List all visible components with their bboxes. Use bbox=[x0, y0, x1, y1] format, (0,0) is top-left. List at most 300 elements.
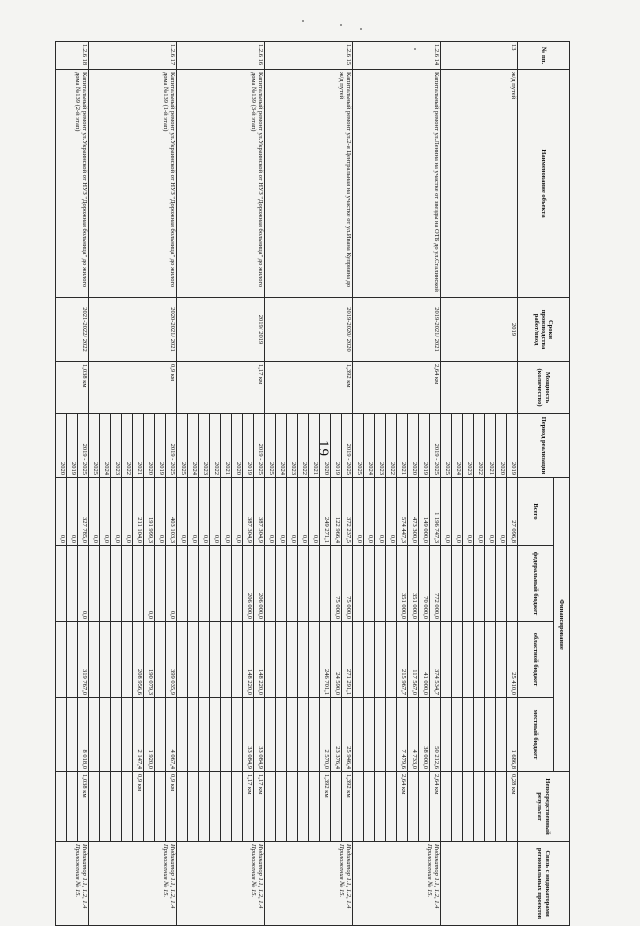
local-cell bbox=[276, 698, 287, 772]
result-cell bbox=[56, 772, 67, 842]
total-cell: 0,0 bbox=[177, 478, 188, 546]
object-number: 1.2.6 15 bbox=[265, 42, 353, 70]
period-cell: 2025 bbox=[89, 414, 100, 478]
regional-cell bbox=[232, 622, 243, 698]
local-cell bbox=[56, 698, 67, 772]
header-capacity: Мощность (количество) bbox=[518, 362, 570, 414]
table-row bbox=[166, 42, 177, 926]
result-cell bbox=[375, 772, 386, 842]
object-deadline: 2020-2021/ 2021 bbox=[89, 298, 177, 362]
regional-cell bbox=[386, 622, 397, 698]
local-cell bbox=[452, 698, 463, 772]
result-cell bbox=[353, 772, 364, 842]
result-cell bbox=[155, 772, 166, 842]
federal-cell: 351 000,0 bbox=[408, 546, 419, 622]
local-cell: 2 570,0 bbox=[320, 698, 331, 772]
period-cell: 2019 - 2025 bbox=[342, 414, 353, 478]
period-cell: 2024 bbox=[188, 414, 199, 478]
local-cell: 38 000,0 bbox=[419, 698, 430, 772]
federal-cell bbox=[276, 546, 287, 622]
period-cell: 2022 bbox=[298, 414, 309, 478]
total-cell: 1 196 747,3 bbox=[430, 478, 441, 546]
regional-cell bbox=[89, 622, 100, 698]
period-cell: 2020 bbox=[232, 414, 243, 478]
header-name: Наименование объекта bbox=[518, 70, 570, 298]
local-cell bbox=[199, 698, 210, 772]
result-cell bbox=[89, 772, 100, 842]
result-cell bbox=[210, 772, 221, 842]
object-capacity: 1,038 км bbox=[56, 362, 89, 414]
object-capacity: 1,392 км bbox=[265, 362, 353, 414]
regional-cell: 148 220,0 bbox=[243, 622, 254, 698]
regional-cell bbox=[199, 622, 210, 698]
period-cell: 2021 bbox=[309, 414, 320, 478]
total-cell: 0,0 bbox=[452, 478, 463, 546]
object-number: 13 bbox=[441, 42, 518, 70]
period-cell: 2019 bbox=[507, 414, 518, 478]
regional-cell bbox=[177, 622, 188, 698]
header-federal: федеральный бюджет bbox=[518, 546, 554, 622]
regional-cell bbox=[276, 622, 287, 698]
federal-cell bbox=[375, 546, 386, 622]
result-cell bbox=[419, 772, 430, 842]
period-cell: 2023 bbox=[463, 414, 474, 478]
period-cell: 2020 bbox=[496, 414, 507, 478]
object-name: Капитальный ремонт ул.Ленина на участке от звезды на ОТБ до ул.Сталинской bbox=[353, 70, 441, 298]
federal-cell bbox=[111, 546, 122, 622]
federal-cell bbox=[507, 546, 518, 622]
local-cell bbox=[463, 698, 474, 772]
period-cell: 2021 bbox=[133, 414, 144, 478]
period-cell: 2022 bbox=[474, 414, 485, 478]
local-cell bbox=[188, 698, 199, 772]
federal-cell bbox=[463, 546, 474, 622]
federal-cell bbox=[100, 546, 111, 622]
total-cell: 403 103,3 bbox=[166, 478, 177, 546]
table-frame bbox=[59, 41, 570, 920]
regional-cell bbox=[221, 622, 232, 698]
period-cell: 2023 bbox=[111, 414, 122, 478]
object-number: 1.2.6 18 bbox=[56, 42, 89, 70]
result-cell bbox=[485, 772, 496, 842]
period-cell: 2025 bbox=[177, 414, 188, 478]
local-cell: 8 018,0 bbox=[78, 698, 89, 772]
federal-cell: 351 000,0 bbox=[397, 546, 408, 622]
regional-cell bbox=[474, 622, 485, 698]
result-cell bbox=[496, 772, 507, 842]
local-cell bbox=[265, 698, 276, 772]
header-total: Всего bbox=[518, 478, 554, 546]
regional-cell: 271 291,1 bbox=[342, 622, 353, 698]
header-period: Период реализации bbox=[518, 414, 570, 478]
federal-cell bbox=[364, 546, 375, 622]
result-cell bbox=[298, 772, 309, 842]
object-capacity: 2,64 км bbox=[353, 362, 441, 414]
regional-cell bbox=[188, 622, 199, 698]
result-cell bbox=[452, 772, 463, 842]
local-cell bbox=[67, 698, 78, 772]
result-cell: 0,9 км bbox=[166, 772, 177, 842]
result-cell bbox=[122, 772, 133, 842]
financing-table bbox=[55, 41, 570, 926]
rotated-table-container bbox=[59, 41, 570, 920]
total-cell: 249 271,1 bbox=[320, 478, 331, 546]
period-cell: 2019 bbox=[331, 414, 342, 478]
regional-cell bbox=[100, 622, 111, 698]
regional-cell bbox=[265, 622, 276, 698]
local-cell: 1 686,8 bbox=[507, 698, 518, 772]
result-cell bbox=[111, 772, 122, 842]
header-financing: Финансирование bbox=[554, 478, 570, 772]
result-cell bbox=[67, 772, 78, 842]
local-cell bbox=[100, 698, 111, 772]
local-cell bbox=[496, 698, 507, 772]
federal-cell bbox=[386, 546, 397, 622]
object-name: Капитальный ремонт ул.Украинской от НУЗ "Дорожная больница" до жилого дома №139 (2-й этап) bbox=[56, 70, 89, 298]
regional-cell bbox=[210, 622, 221, 698]
result-cell: 2,64 км bbox=[430, 772, 441, 842]
result-cell: 1,17 км bbox=[254, 772, 265, 842]
period-cell: 2025 bbox=[441, 414, 452, 478]
local-cell bbox=[221, 698, 232, 772]
federal-cell: 206 000,0 bbox=[243, 546, 254, 622]
period-cell: 2019 - 2025 bbox=[78, 414, 89, 478]
local-cell bbox=[309, 698, 320, 772]
federal-cell bbox=[496, 546, 507, 622]
local-cell bbox=[441, 698, 452, 772]
header-link: Связь с индикаторами региональных проектов bbox=[518, 842, 570, 926]
total-cell: 0,0 bbox=[364, 478, 375, 546]
regional-cell bbox=[298, 622, 309, 698]
regional-cell: 190 079,3 bbox=[144, 622, 155, 698]
federal-cell bbox=[177, 546, 188, 622]
federal-cell bbox=[188, 546, 199, 622]
federal-cell bbox=[485, 546, 496, 622]
regional-cell bbox=[441, 622, 452, 698]
result-cell bbox=[364, 772, 375, 842]
federal-cell: 75 000,0 bbox=[342, 546, 353, 622]
local-cell bbox=[386, 698, 397, 772]
federal-cell bbox=[67, 546, 78, 622]
total-cell: 0,0 bbox=[485, 478, 496, 546]
local-cell bbox=[287, 698, 298, 772]
federal-cell bbox=[320, 546, 331, 622]
regional-cell: 246 701,1 bbox=[320, 622, 331, 698]
result-cell bbox=[199, 772, 210, 842]
local-cell: 1 920,0 bbox=[144, 698, 155, 772]
total-cell: 0,0 bbox=[386, 478, 397, 546]
regional-cell bbox=[67, 622, 78, 698]
period-cell: 2020 bbox=[320, 414, 331, 478]
total-cell: 149 000,0 bbox=[419, 478, 430, 546]
total-cell: 0,0 bbox=[441, 478, 452, 546]
local-cell bbox=[232, 698, 243, 772]
total-cell: 0,0 bbox=[210, 478, 221, 546]
period-cell: 2022 bbox=[122, 414, 133, 478]
result-cell: 1,038 км bbox=[78, 772, 89, 842]
local-cell bbox=[485, 698, 496, 772]
federal-cell: 206 000,0 bbox=[254, 546, 265, 622]
total-cell: 0,0 bbox=[111, 478, 122, 546]
result-cell: 0,9 км bbox=[133, 772, 144, 842]
total-cell: 327 785,0 bbox=[78, 478, 89, 546]
object-name: ж/д путей bbox=[441, 70, 518, 298]
total-cell: 0,0 bbox=[265, 478, 276, 546]
total-cell: 122 966,4 bbox=[331, 478, 342, 546]
period-cell: 2022 bbox=[386, 414, 397, 478]
federal-cell bbox=[309, 546, 320, 622]
regional-cell: 117 567,0 bbox=[408, 622, 419, 698]
scan-speck bbox=[360, 28, 362, 30]
object-name: Капитальный ремонт ул.2-я Центральная на участке от ул.Ивана Куприяна до ж/д путей bbox=[265, 70, 353, 298]
regional-cell: 215 967,7 bbox=[397, 622, 408, 698]
result-cell: 2,64 км bbox=[397, 772, 408, 842]
regional-cell: 25 410,0 bbox=[507, 622, 518, 698]
period-cell: 2021 bbox=[485, 414, 496, 478]
local-cell: 4 733,0 bbox=[408, 698, 419, 772]
result-cell: 1,392 км bbox=[342, 772, 353, 842]
local-cell: 4 067,4 bbox=[166, 698, 177, 772]
local-cell: 23 376,4 bbox=[331, 698, 342, 772]
federal-cell bbox=[210, 546, 221, 622]
total-cell: 0,0 bbox=[276, 478, 287, 546]
object-capacity bbox=[441, 362, 518, 414]
local-cell bbox=[155, 698, 166, 772]
total-cell: 0,0 bbox=[56, 478, 67, 546]
period-cell: 2019 bbox=[67, 414, 78, 478]
regional-cell bbox=[375, 622, 386, 698]
result-cell: 0,28 км bbox=[507, 772, 518, 842]
local-cell bbox=[210, 698, 221, 772]
result-cell bbox=[463, 772, 474, 842]
federal-cell bbox=[441, 546, 452, 622]
header-result: Непосредственный результат bbox=[518, 772, 570, 842]
result-cell bbox=[331, 772, 342, 842]
object-deadline: 2019-2021/ 2021 bbox=[353, 298, 441, 362]
table-row bbox=[430, 42, 441, 926]
result-cell bbox=[441, 772, 452, 842]
result-cell bbox=[408, 772, 419, 842]
federal-cell: 772 000,0 bbox=[430, 546, 441, 622]
period-cell: 2021 bbox=[221, 414, 232, 478]
regional-cell: 208 956,6 bbox=[133, 622, 144, 698]
federal-cell bbox=[89, 546, 100, 622]
regional-cell: 41 000,0 bbox=[419, 622, 430, 698]
regional-cell bbox=[287, 622, 298, 698]
local-cell bbox=[364, 698, 375, 772]
regional-cell bbox=[463, 622, 474, 698]
total-cell: 0,0 bbox=[89, 478, 100, 546]
period-cell: 2022 bbox=[210, 414, 221, 478]
federal-cell bbox=[474, 546, 485, 622]
total-cell: 191 999,3 bbox=[144, 478, 155, 546]
local-cell bbox=[122, 698, 133, 772]
local-cell: 2 147,4 bbox=[133, 698, 144, 772]
period-cell: 2025 bbox=[265, 414, 276, 478]
object-name: Капитальный ремонт ул.Украинской от НУЗ "Дорожная больница" до жилого дома №139 (3-й этап) bbox=[177, 70, 265, 298]
local-cell bbox=[298, 698, 309, 772]
header-deadline: Сроки производства работ/ввод bbox=[518, 298, 570, 362]
total-cell: 387 304,9 bbox=[243, 478, 254, 546]
federal-cell: 0,0 bbox=[166, 546, 177, 622]
total-cell: 0,0 bbox=[375, 478, 386, 546]
federal-cell: 70 000,0 bbox=[419, 546, 430, 622]
total-cell: 0,0 bbox=[199, 478, 210, 546]
local-cell bbox=[177, 698, 188, 772]
federal-cell bbox=[221, 546, 232, 622]
result-cell bbox=[100, 772, 111, 842]
period-cell: 2021 bbox=[397, 414, 408, 478]
regional-cell bbox=[309, 622, 320, 698]
object-number: 1.2.6 16 bbox=[177, 42, 265, 70]
scan-speck bbox=[302, 20, 304, 22]
result-cell bbox=[144, 772, 155, 842]
header-local: местный бюджет bbox=[518, 698, 554, 772]
object-name: Капитальный ремонт ул.Украинской от НУЗ "Дорожная больница" до жилого дома №139 (1-й этап) bbox=[89, 70, 177, 298]
object-number: 1.2.6 17 bbox=[89, 42, 177, 70]
object-number: 1.2.6 14 bbox=[353, 42, 441, 70]
federal-cell bbox=[133, 546, 144, 622]
result-cell bbox=[221, 772, 232, 842]
regional-cell bbox=[364, 622, 375, 698]
result-cell bbox=[232, 772, 243, 842]
total-cell: 0,0 bbox=[122, 478, 133, 546]
period-cell: 2019 - 2025 bbox=[430, 414, 441, 478]
total-cell: 0,0 bbox=[463, 478, 474, 546]
table-row bbox=[78, 42, 89, 926]
indicator-link bbox=[441, 842, 518, 926]
period-cell: 2023 bbox=[287, 414, 298, 478]
object-deadline: 2019-2020/ 2020 bbox=[265, 298, 353, 362]
indicator-link: Индикатор 1.1, 1.2, 1.4 Приложения № 15. bbox=[265, 842, 353, 926]
local-cell: 33 084,9 bbox=[254, 698, 265, 772]
local-cell bbox=[111, 698, 122, 772]
result-cell bbox=[386, 772, 397, 842]
total-cell: 27 096,8 bbox=[507, 478, 518, 546]
indicator-link: Индикатор 1.1, 1.2, 1.4 Приложения № 15. bbox=[56, 842, 89, 926]
federal-cell bbox=[199, 546, 210, 622]
total-cell: 0,0 bbox=[287, 478, 298, 546]
period-cell: 2024 bbox=[100, 414, 111, 478]
total-cell: 0,0 bbox=[496, 478, 507, 546]
total-cell: 0,0 bbox=[353, 478, 364, 546]
result-cell bbox=[309, 772, 320, 842]
period-cell: 2024 bbox=[364, 414, 375, 478]
header-num: № пп. bbox=[518, 42, 570, 70]
period-cell: 2024 bbox=[452, 414, 463, 478]
page-number: 19 bbox=[315, 440, 331, 457]
object-deadline: 2019/ 2019 bbox=[177, 298, 265, 362]
period-cell: 2025 bbox=[353, 414, 364, 478]
regional-cell bbox=[111, 622, 122, 698]
result-cell: 1,17 км bbox=[243, 772, 254, 842]
regional-cell: 399 035,9 bbox=[166, 622, 177, 698]
result-cell bbox=[474, 772, 485, 842]
regional-cell: 319 767,0 bbox=[78, 622, 89, 698]
federal-cell bbox=[232, 546, 243, 622]
total-cell: 372 237,5 bbox=[342, 478, 353, 546]
result-cell bbox=[177, 772, 188, 842]
table-row bbox=[254, 42, 265, 926]
period-cell: 2020 bbox=[144, 414, 155, 478]
federal-cell: 0,0 bbox=[144, 546, 155, 622]
regional-cell bbox=[496, 622, 507, 698]
period-cell: 2020 bbox=[408, 414, 419, 478]
local-cell: 7 479,6 bbox=[397, 698, 408, 772]
federal-cell bbox=[353, 546, 364, 622]
federal-cell bbox=[298, 546, 309, 622]
total-cell: 0,0 bbox=[309, 478, 320, 546]
table-row bbox=[342, 42, 353, 926]
scan-speck bbox=[340, 24, 342, 26]
local-cell bbox=[89, 698, 100, 772]
indicator-link: Индикатор 1.1, 1.2, 1.4 Приложения № 15. bbox=[89, 842, 177, 926]
period-cell: 2024 bbox=[276, 414, 287, 478]
total-cell: 211 104,0 bbox=[133, 478, 144, 546]
table-body bbox=[56, 42, 518, 926]
total-cell: 473 300,0 bbox=[408, 478, 419, 546]
regional-cell bbox=[485, 622, 496, 698]
indicator-link: Индикатор 1.1, 1.2, 1.4 Приложения № 15. bbox=[353, 842, 441, 926]
table-row bbox=[507, 42, 518, 926]
period-cell: 2023 bbox=[199, 414, 210, 478]
period-cell: 2023 bbox=[375, 414, 386, 478]
federal-cell bbox=[287, 546, 298, 622]
total-cell: 574 447,3 bbox=[397, 478, 408, 546]
total-cell: 0,0 bbox=[100, 478, 111, 546]
total-cell: 387 304,9 bbox=[254, 478, 265, 546]
header-regional: областной бюджет bbox=[518, 622, 554, 698]
local-cell bbox=[353, 698, 364, 772]
period-cell: 2019 bbox=[155, 414, 166, 478]
total-cell: 0,0 bbox=[474, 478, 485, 546]
local-cell: 25 946,4 bbox=[342, 698, 353, 772]
total-cell: 0,0 bbox=[67, 478, 78, 546]
local-cell: 50 212,6 bbox=[430, 698, 441, 772]
period-cell: 2019 bbox=[243, 414, 254, 478]
period-cell: 2019 bbox=[419, 414, 430, 478]
result-cell: 1,392 км bbox=[320, 772, 331, 842]
federal-cell bbox=[155, 546, 166, 622]
total-cell: 0,0 bbox=[221, 478, 232, 546]
regional-cell bbox=[353, 622, 364, 698]
object-deadline: 2019 bbox=[441, 298, 518, 362]
result-cell bbox=[276, 772, 287, 842]
regional-cell: 24 590,0 bbox=[331, 622, 342, 698]
federal-cell: 75 000,0 bbox=[331, 546, 342, 622]
federal-cell bbox=[265, 546, 276, 622]
object-deadline: 2021-2022/ 2022 bbox=[56, 298, 89, 362]
result-cell bbox=[287, 772, 298, 842]
period-cell: 2019 - 2025 bbox=[166, 414, 177, 478]
result-cell bbox=[188, 772, 199, 842]
period-cell: 2019 - 2025 bbox=[254, 414, 265, 478]
regional-cell bbox=[452, 622, 463, 698]
federal-cell: 0,0 bbox=[78, 546, 89, 622]
indicator-link: Индикатор 1.1, 1.2, 1.4 Приложения № 15. bbox=[177, 842, 265, 926]
federal-cell bbox=[56, 546, 67, 622]
result-cell bbox=[265, 772, 276, 842]
total-cell: 0,0 bbox=[298, 478, 309, 546]
regional-cell: 374 534,7 bbox=[430, 622, 441, 698]
total-cell: 0,0 bbox=[188, 478, 199, 546]
federal-cell bbox=[452, 546, 463, 622]
local-cell: 33 084,9 bbox=[243, 698, 254, 772]
regional-cell: 148 220,0 bbox=[254, 622, 265, 698]
local-cell bbox=[474, 698, 485, 772]
period-cell: 2020 bbox=[56, 414, 67, 478]
object-capacity: 1,17 км bbox=[177, 362, 265, 414]
